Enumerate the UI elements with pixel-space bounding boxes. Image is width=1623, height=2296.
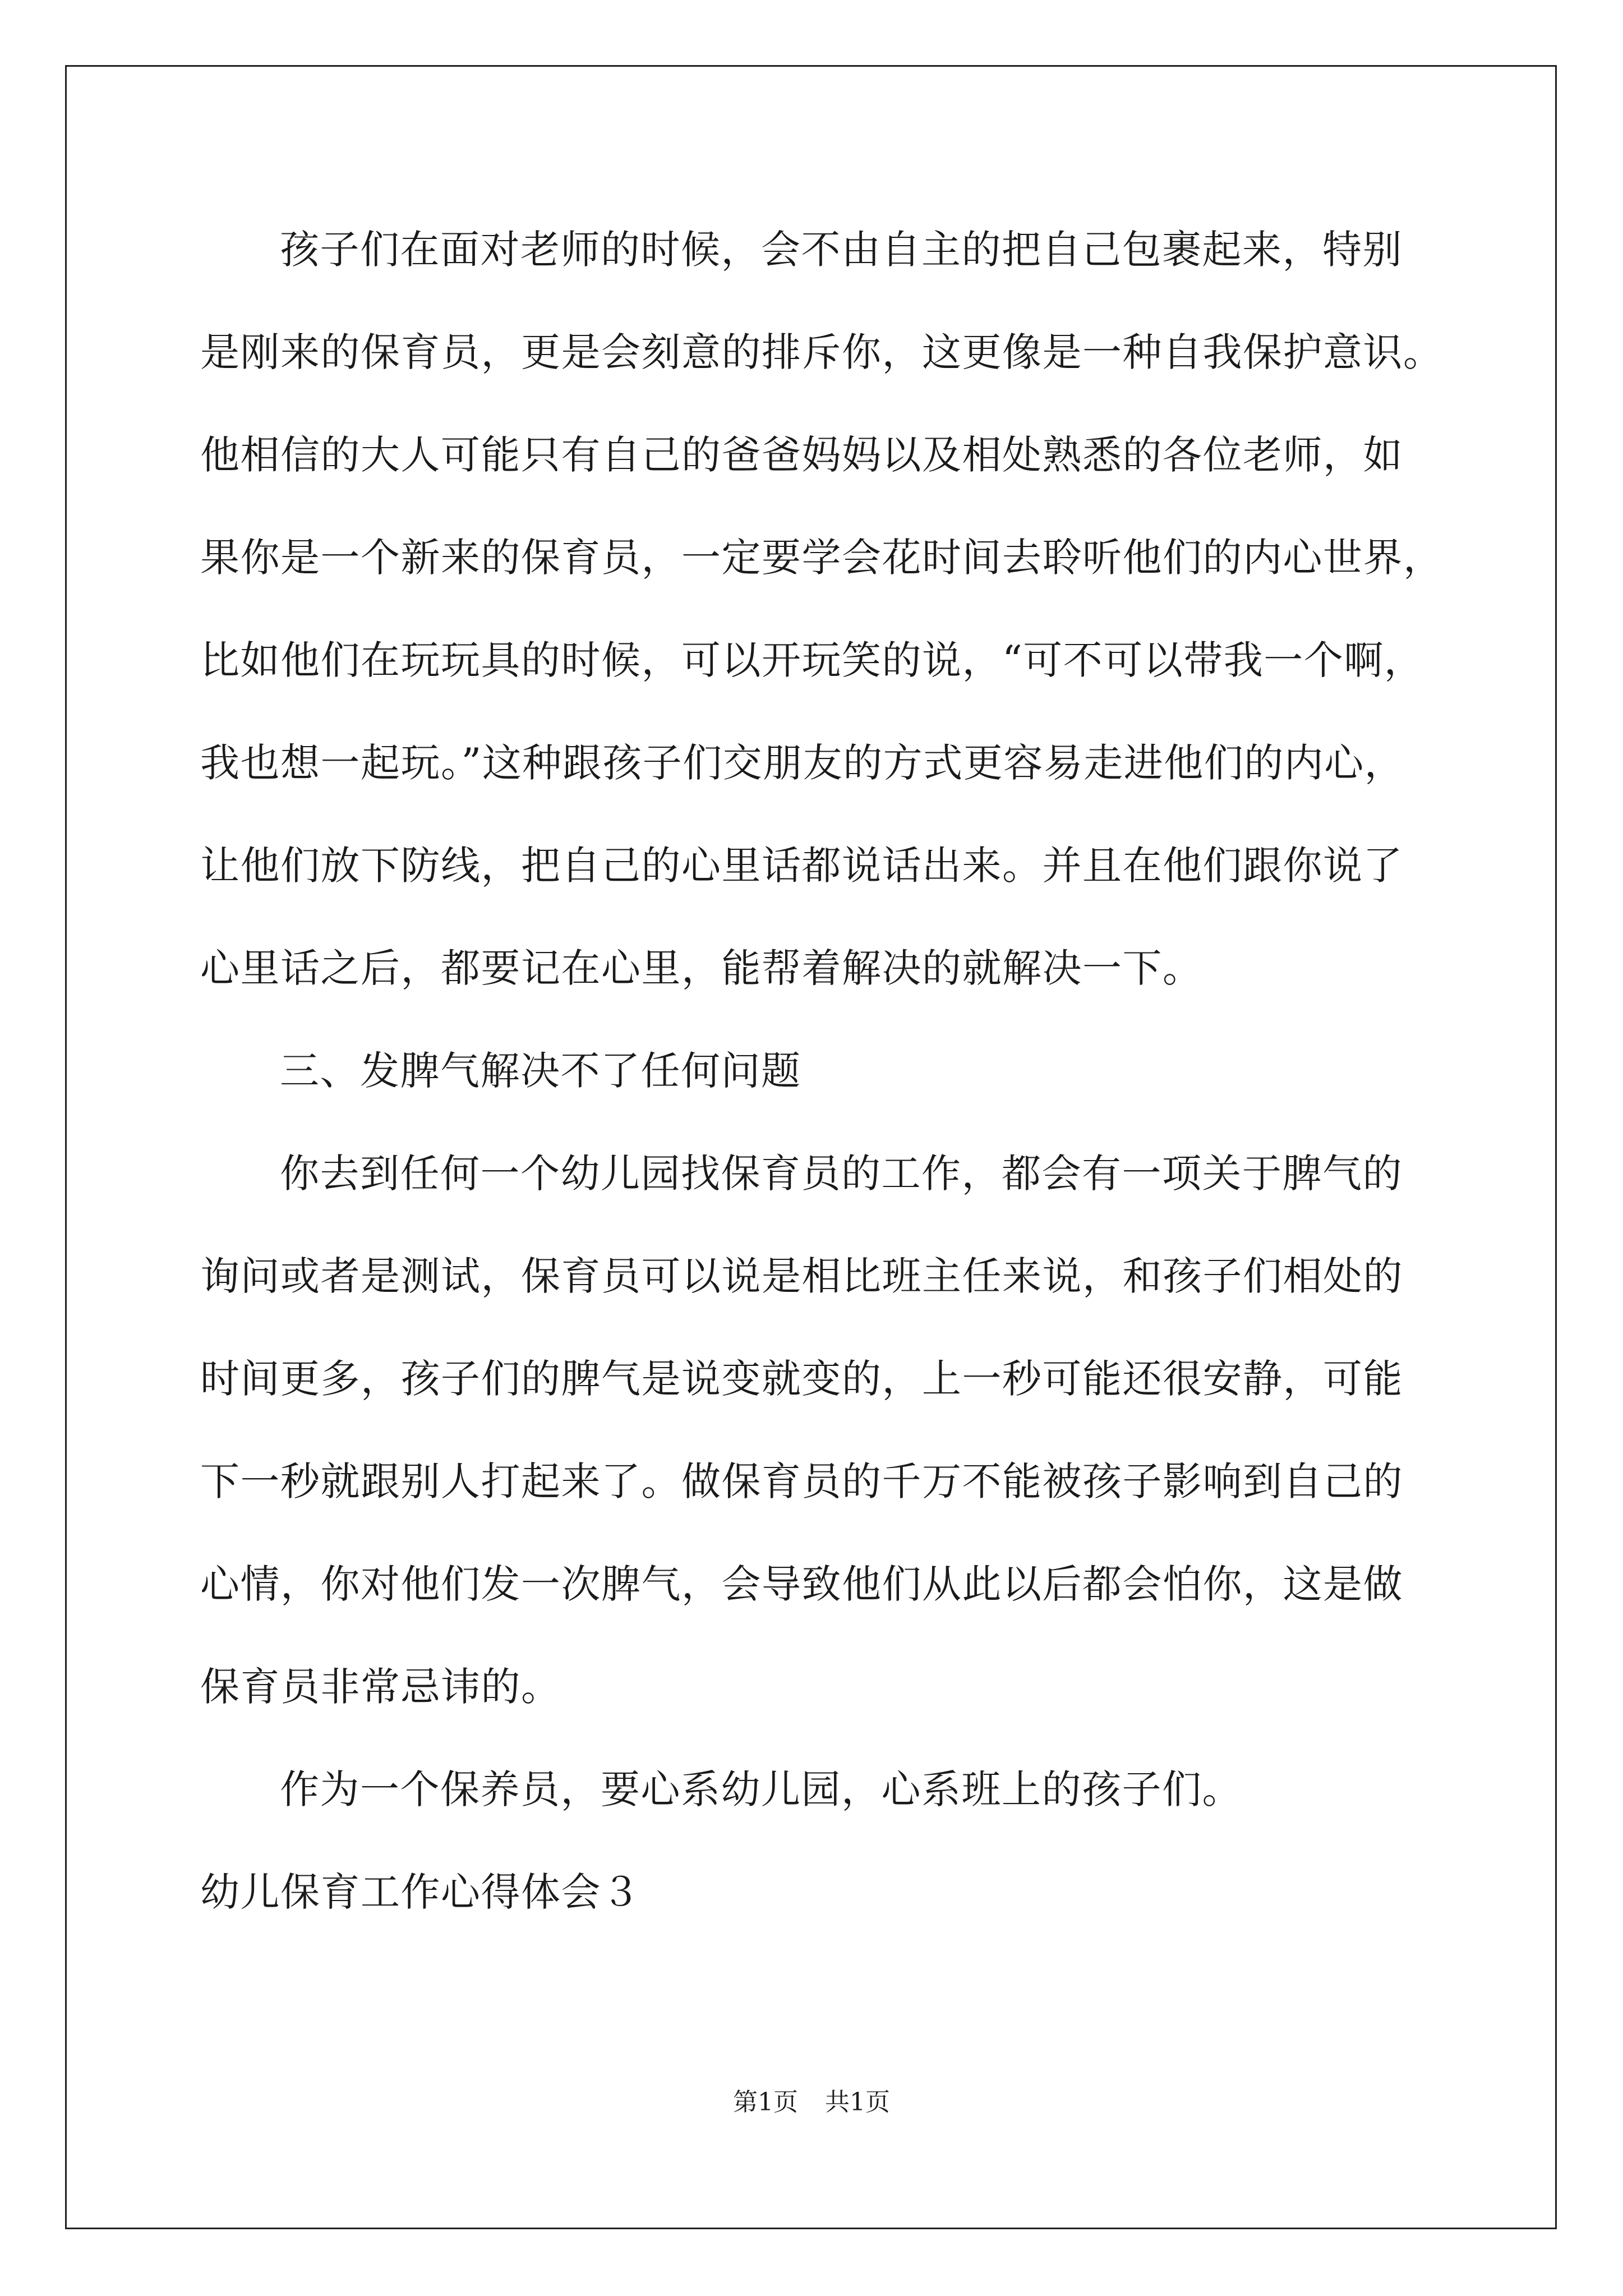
paragraph-line: 他相信的大人可能只有自己的爸爸妈妈以及相处熟悉的各位老师，如 [200,432,1403,478]
paragraph-line: 比如他们在玩玩具的时候，可以开玩笑的说，“可不可以带我一个啊， [200,637,1424,683]
page-number: 第1页 [733,2088,798,2116]
paragraph-line: 你去到任何一个幼儿园找保育员的工作，都会有一项关于脾气的 [280,1151,1403,1197]
paragraph-line: 询问或者是测试，保育员可以说是相比班主任来说，和孩子们相处的 [200,1253,1403,1299]
document-title: 幼儿保育工作心得体会３ [200,1869,642,1915]
paragraph-line: 保育员非常忌讳的。 [200,1664,561,1710]
paragraph-line: 心里话之后，都要记在心里，能帮着解决的就解决一下。 [200,945,1203,991]
paragraph-line: 孩子们在面对老师的时候，会不由自主的把自己包裹起来，特别 [280,227,1403,273]
document-body [200,208,1444,1953]
paragraph-line: 是刚来的保育员，更是会刻意的排斥你，这更像是一种自我保护意识。 [200,329,1444,375]
paragraph-line: 作为一个保养员，要心系幼儿园，心系班上的孩子们。 [280,1766,1242,1812]
paragraph-line: 让他们放下防线，把自己的心里话都说话出来。并且在他们跟你说了 [200,843,1403,889]
paragraph-line: 下一秒就跟别人打起来了。做保育员的千万不能被孩子影响到自己的 [200,1458,1403,1504]
paragraph-line: 果你是一个新来的保育员，一定要学会花时间去聆听他们的内心世界， [200,535,1444,581]
paragraph-line: 时间更多，孩子们的脾气是说变就变的，上一秒可能还很安静，可能 [200,1356,1403,1402]
page-total: 共1页 [825,2088,890,2116]
paragraph-line: 心情，你对他们发一次脾气，会导致他们从此以后都会怕你，这是做 [200,1561,1403,1607]
page-footer [0,2086,1623,2119]
section-heading: 三、发脾气解决不了任何问题 [280,1048,801,1094]
paragraph-line: 我也想一起玩。”这种跟孩子们交朋友的方式更容易走进他们的内心， [200,740,1405,786]
